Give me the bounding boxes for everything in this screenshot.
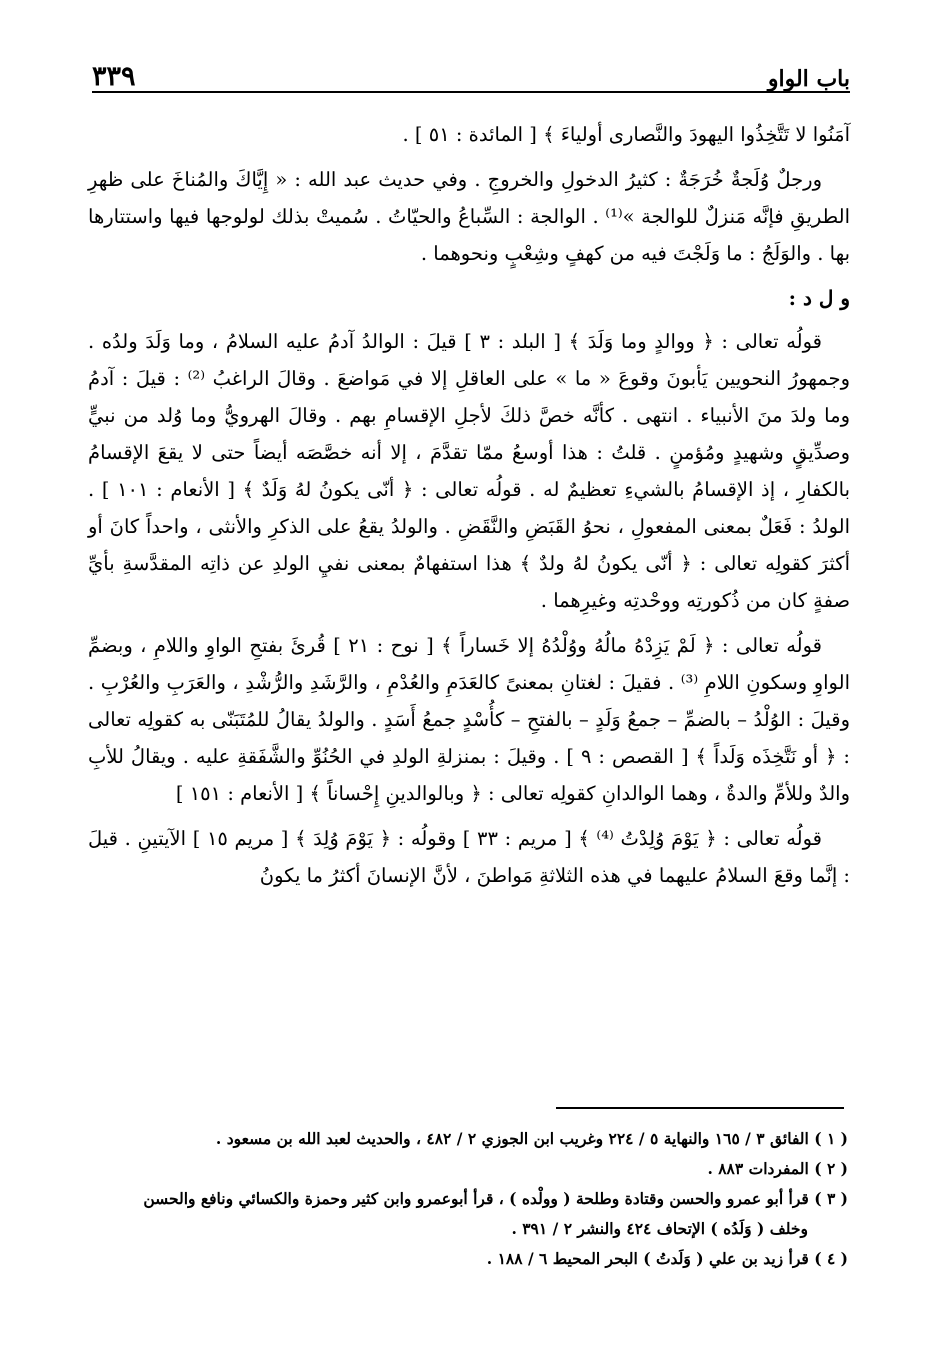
footnote-1: ( ١ ) الفائق ٣ / ١٦٥ والنهاية ٥ / ٢٢٤ وغريب ابن الجوزي ٢ / ٤٨٢ ، والحديث لعبد الله بن مسعود . xyxy=(215,1129,848,1148)
footnote-3-continuation: وخلف ( وَلَدُه ) الإتحاف ٤٢٤ والنشر ٢ / ٣٩١ . xyxy=(511,1219,808,1238)
footnotes xyxy=(82,1124,848,1274)
main-text xyxy=(88,116,850,902)
header-divider xyxy=(92,91,850,93)
paragraph-walajah: ورجلٌ وُلَجةٌ خُرَجَةٌ : كثيرُ الدخولِ والخروجِ . وفي حديث عبد الله : « إِيَّاكَ والمُناخَ على ظهرِ الطريقِ فإنَّه مَنزلٌ للوالجة »⁽¹⁾ . الوالجة : السِّباعُ والحيّاتُ . سُميتْ بذلك لولوجها فيها واستتارها بها . والوَلَجُ : ما وَلَجْتَ فيه من كهفٍ وشِعْبٍ ونحوهما . xyxy=(88,168,850,265)
paragraph-walid: قولُه تعالى : ﴿ ووالدٍ وما وَلَدَ ﴾ [ البلد : ٣ ] قيلَ : الوالدُ آدمُ عليه السلامُ ، وما وَلَدَ ولدُه . وجمهورُ النحويين يَأبونَ وقوعَ « ما » على العاقلِ إلا في مَواضعَ . وقالَ الراغبُ ⁽²⁾ : قيلَ : آدمُ وما ولدَ منَ الأنبياء . انتهى . كأنَّه خصَّ ذلكَ لأجلِ الإقسامِ بهم . وقالَ الهرويُّ وما وُلد من نبيٍّ وصدِّيقٍ وشهيدٍ ومُؤمنٍ . قلتُ : هذا أوسعُ ممّا تقدَّمَ ، إلا أنه خصَّصَه أيضاً حتى لا يقعَ الإقسامُ بالكفارِ ، إذ الإقسامُ بالشيءِ تعظيمٌ له . قولُه تعالى : ﴿ أنّى يكونُ لهُ وَلَدٌ ﴾ [ الأنعام : ١٠١ ] . الولدُ : فَعَلٌ بمعنى المفعولِ ، نحوُ القَبَضِ والنَّقَضِ . والولدُ يقعُ على الذكرِ والأنثى ، واحداً كانَ أو أكثرَ كقولِه تعالى : ﴿ أنّى يكونُ لهُ ولدٌ ﴾ هذا استفهامٌ بمعنى نفيِ الولدِ عن ذاتِه المقدَّسةِ بأيِّ صفةٍ كان من ذُكورتِه ووحْدتِه وغيرِهما . xyxy=(88,330,850,612)
entry-heading: و ل د : xyxy=(788,286,850,310)
page-header xyxy=(92,40,850,92)
footnote-3: ( ٣ ) قرأ أبو عمرو والحسن وقتادة وطلحة ( وولْده ) ، قرأ أبوعمرو وابن كثير وحمزة والكسائي ونافع والحسن xyxy=(143,1189,848,1208)
paragraph-yawm-wulidtu: قولُه تعالى : ﴿ يَوْمَ وُلِدْتُ ⁽⁴⁾ ﴾ [ مريم : ٣٣ ] وقولُه : ﴿ يَوْمَ وُلِدَ ﴾ [ مريم ١٥ ] الآيتينِ . قيلَ : إنَّما وقعَ السلامُ عليهما في هذه الثلاثةِ مَواطنَ ، لأنَّ الإنسانَ أكثرُ ما يكونُ xyxy=(88,827,850,887)
footnote-divider xyxy=(556,1107,844,1109)
footnote-4: ( ٤ ) قرأ زيد بن علي ( وَلَدتُ ) البحر المحيط ٦ / ١٨٨ . xyxy=(486,1249,848,1268)
paragraph-wuld: قولُه تعالى : ﴿ لَمْ يَزِدْهُ مالُهُ ووُلْدُهُ إلا خَساراً ﴾ [ نوح : ٢١ ] قُرئَ بفتحِ الواوِ واللامِ ، وبضمِّ الواوِ وسكونِ اللامِ ⁽³⁾ . فقيلَ : لغتانِ بمعنىً كالعَدَمِ والعُدْمِ ، والرَّشَدِ والرُّشْدِ ، والعَرَبِ والعُرْبِ . وقيلَ : الوُلْدُ – بالضمِّ – جمعُ وَلَدٍ – بالفتحِ – كأُسْدٍ جمعُ أَسَدٍ . والولدُ يقالُ للمُتَبَنّى به كقولِه تعالى : ﴿ أو نَتَّخِذَه وَلَداً ﴾ [ القصص : ٩ ] . وقيلَ : بمنزلةِ الولدِ في الحُنُوِّ والشَّفَقةِ عليه . ويقالُ للأبِ والدٌ وللأمِّ والدةٌ ، وهما الوالدانِ كقولِه تعالى : ﴿ وبالوالدينِ إِحْساناً ﴾ [ الأنعام : ١٥١ ] xyxy=(88,634,850,805)
paragraph-continuation: آمَنُوا لا تَتَّخِذُوا اليهودَ والنَّصارى أولياءَ ﴾ [ المائدة : ٥١ ] . xyxy=(402,123,850,146)
page-number: ٣٣٩ xyxy=(92,61,136,92)
footnote-2: ( ٢ ) المفردات ٨٨٣ . xyxy=(707,1159,848,1178)
chapter-title: باب الواو xyxy=(767,66,850,92)
